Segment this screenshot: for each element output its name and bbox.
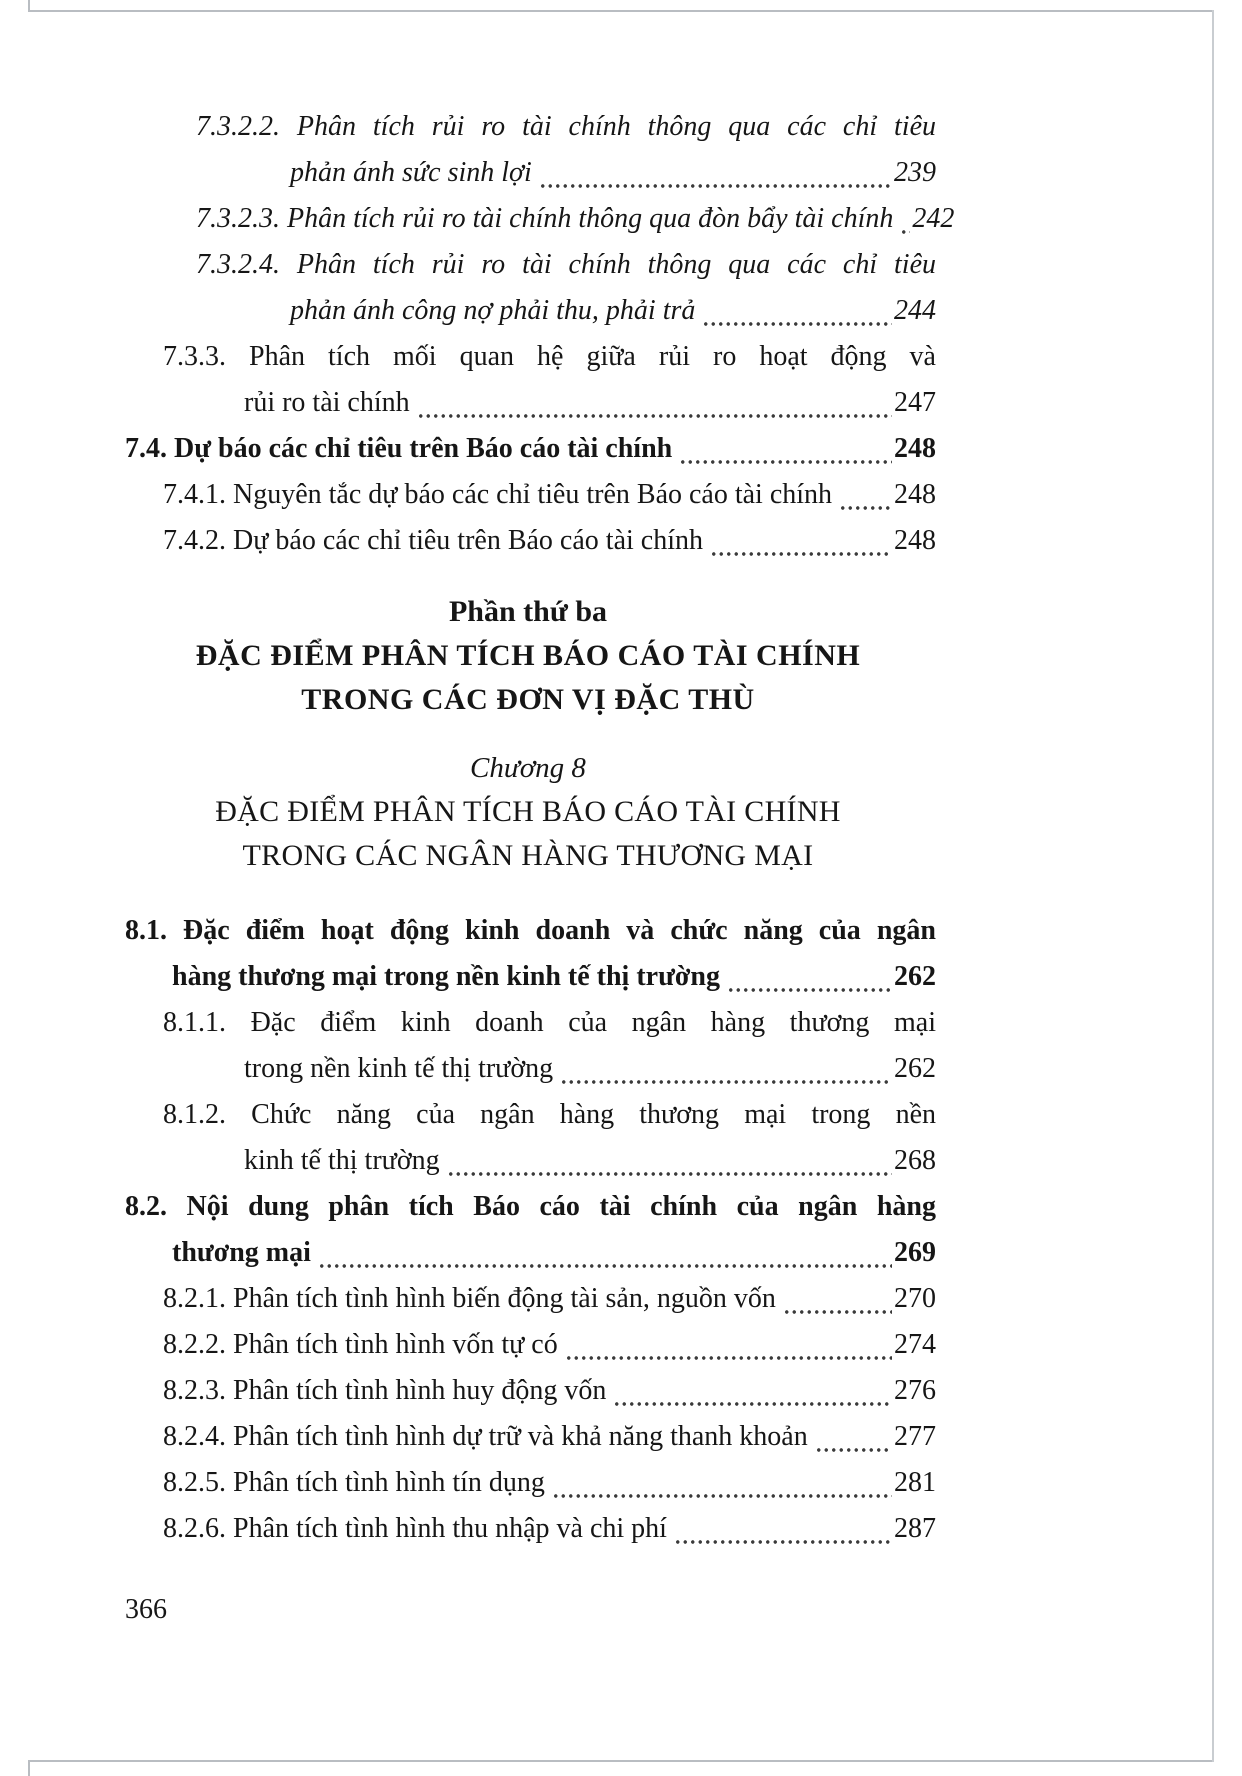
toc-entry-text: 8.2.6. Phân tích tình hình thu nhập và chi phí — [163, 1513, 667, 1544]
chapter-heading — [120, 746, 936, 878]
dot-leader — [710, 518, 892, 564]
dot-leader — [565, 1322, 892, 1368]
toc-entry-text: thương mại — [172, 1237, 311, 1268]
toc-page-number: 248 — [894, 525, 936, 556]
toc-entry-line — [120, 1046, 936, 1092]
toc-page-number: 262 — [894, 1053, 936, 1084]
part-heading — [120, 590, 936, 722]
dot-leader — [815, 1414, 892, 1460]
toc-entry — [120, 1460, 936, 1506]
toc-entry-line — [120, 150, 936, 196]
toc-entry — [120, 908, 936, 1000]
toc-page-number: 269 — [894, 1237, 936, 1268]
dot-leader — [727, 954, 892, 1000]
toc-entry-text: 7.4. Dự báo các chỉ tiêu trên Báo cáo tài chính — [125, 433, 673, 464]
toc-page-number: 248 — [894, 479, 936, 510]
dot-leader — [318, 1230, 892, 1276]
page-edge-line-top — [28, 10, 1214, 12]
toc-entry-line — [120, 426, 936, 472]
page-edge-stub-bottomleft — [28, 1762, 30, 1776]
page-edge-line-bottom — [28, 1760, 1214, 1762]
toc-entry — [120, 1092, 936, 1184]
toc-entry — [120, 242, 936, 334]
dot-leader — [674, 1506, 892, 1552]
dot-leader — [560, 1046, 892, 1092]
dot-leader — [839, 472, 892, 518]
chapter-kicker: Chương 8 — [470, 752, 586, 784]
toc-entry-text: 7.4.1. Nguyên tắc dự báo các chỉ tiêu trên Báo cáo tài chính — [163, 479, 833, 510]
toc-entry-line: 8.1.2. Chức năng của ngân hàng thương mại trong nền — [163, 1099, 936, 1130]
toc-page-number: 274 — [894, 1329, 936, 1360]
toc-page-number: 248 — [894, 433, 936, 464]
toc-entry-line — [120, 1322, 936, 1368]
toc-entry — [120, 1368, 936, 1414]
toc-entry-line: 8.1.1. Đặc điểm kinh doanh của ngân hàng thương mại — [163, 1007, 936, 1038]
toc-page-number: 268 — [894, 1145, 936, 1176]
toc-entry — [120, 426, 936, 472]
toc-page-number: 276 — [894, 1375, 936, 1406]
toc-entry — [120, 518, 936, 564]
dot-leader — [447, 1138, 892, 1184]
dot-leader — [417, 380, 892, 426]
toc-entry-line — [120, 1368, 936, 1414]
chapter-title-line-2: TRONG CÁC NGÂN HÀNG THƯƠNG MẠI — [242, 839, 814, 872]
toc-page-number: 239 — [894, 157, 936, 188]
dot-leader — [783, 1276, 892, 1322]
toc-page-number: 287 — [894, 1513, 936, 1544]
toc-entry-text: 7.3.2.3. Phân tích rủi ro tài chính thông qua đòn bẩy tài chính — [196, 203, 894, 234]
toc-entry — [120, 196, 955, 242]
toc-entry-line — [120, 1460, 936, 1506]
toc-entry — [120, 104, 936, 196]
toc-page-number: 242 — [912, 203, 955, 234]
toc-page-number: 244 — [894, 295, 936, 326]
table-of-contents — [120, 104, 955, 1552]
toc-entry-text: 8.2.3. Phân tích tình hình huy động vốn — [163, 1375, 607, 1406]
part-title-line-1: ĐẶC ĐIỂM PHÂN TÍCH BÁO CÁO TÀI CHÍNH — [195, 639, 861, 672]
toc-entry-text: 8.2.4. Phân tích tình hình dự trữ và khả năng thanh khoản — [163, 1421, 808, 1452]
footer-page-number: 366 — [125, 1594, 167, 1625]
toc-entry-line: 8.1. Đặc điểm hoạt động kinh doanh và chức năng của ngân — [125, 915, 936, 946]
toc-entry-text: trong nền kinh tế thị trường — [244, 1053, 554, 1084]
toc-page-number: 270 — [894, 1283, 936, 1314]
chapter-title-line-1: ĐẶC ĐIỂM PHÂN TÍCH BÁO CÁO TÀI CHÍNH — [215, 795, 841, 828]
toc-entry-line: 8.2. Nội dung phân tích Báo cáo tài chính của ngân hàng — [125, 1191, 936, 1222]
toc-entry-line — [120, 380, 936, 426]
toc-entry-line — [120, 1230, 936, 1276]
toc-entry-text: kinh tế thị trường — [244, 1145, 440, 1176]
dot-leader — [679, 426, 892, 472]
toc-entry-line — [120, 472, 936, 518]
toc-entry — [120, 1414, 936, 1460]
toc-entry-line — [120, 1276, 936, 1322]
dot-leader — [900, 196, 910, 242]
toc-entry-line — [120, 1414, 936, 1460]
toc-entry-text: 8.2.5. Phân tích tình hình tín dụng — [163, 1467, 545, 1498]
dot-leader — [613, 1368, 892, 1414]
toc-entry-text: rủi ro tài chính — [244, 387, 410, 418]
toc-entry — [120, 334, 936, 426]
toc-entry-line — [120, 1138, 936, 1184]
page-edge-stub-topleft — [28, 0, 30, 12]
toc-entry-text: 7.4.2. Dự báo các chỉ tiêu trên Báo cáo tài chính — [163, 525, 703, 556]
chapter-toc-section — [120, 908, 936, 1552]
toc-entry-line: 7.3.2.2. Phân tích rủi ro tài chính thông qua các chỉ tiêu — [196, 111, 936, 142]
dot-leader — [552, 1460, 892, 1506]
part-title-line-2: TRONG CÁC ĐƠN VỊ ĐẶC THÙ — [301, 683, 755, 716]
toc-entry-line — [120, 954, 936, 1000]
dot-leader — [702, 288, 892, 334]
toc-entry — [120, 1506, 936, 1552]
page-edge-line-right — [1212, 10, 1214, 1762]
toc-entry — [120, 1276, 936, 1322]
toc-entry-line — [120, 196, 955, 242]
toc-entry-text: 8.2.2. Phân tích tình hình vốn tự có — [163, 1329, 558, 1360]
toc-page-number: 262 — [894, 961, 936, 992]
toc-entry-line — [120, 288, 936, 334]
toc-entry-text: phản ánh công nợ phải thu, phải trả — [290, 295, 696, 326]
toc-page-number: 281 — [894, 1467, 936, 1498]
toc-entry — [120, 1000, 936, 1092]
toc-entry-line — [120, 1506, 936, 1552]
toc-entry — [120, 472, 936, 518]
toc-page-number: 277 — [894, 1421, 936, 1452]
toc-entry-text: 8.2.1. Phân tích tình hình biến động tài sản, nguồn vốn — [163, 1283, 776, 1314]
toc-entry-text: hàng thương mại trong nền kinh tế thị trường — [172, 961, 720, 992]
toc-entry-line: 7.3.3. Phân tích mối quan hệ giữa rủi ro hoạt động và — [163, 341, 936, 372]
part-kicker: Phần thứ ba — [448, 595, 608, 628]
toc-entry-line — [120, 518, 936, 564]
toc-page-number: 247 — [894, 387, 936, 418]
toc-entry — [120, 1322, 936, 1368]
toc-entry-text: phản ánh sức sinh lợi — [290, 157, 532, 188]
dot-leader — [539, 150, 892, 196]
toc-entry-line: 7.3.2.4. Phân tích rủi ro tài chính thông qua các chỉ tiêu — [196, 249, 936, 280]
toc-entry — [120, 1184, 936, 1276]
